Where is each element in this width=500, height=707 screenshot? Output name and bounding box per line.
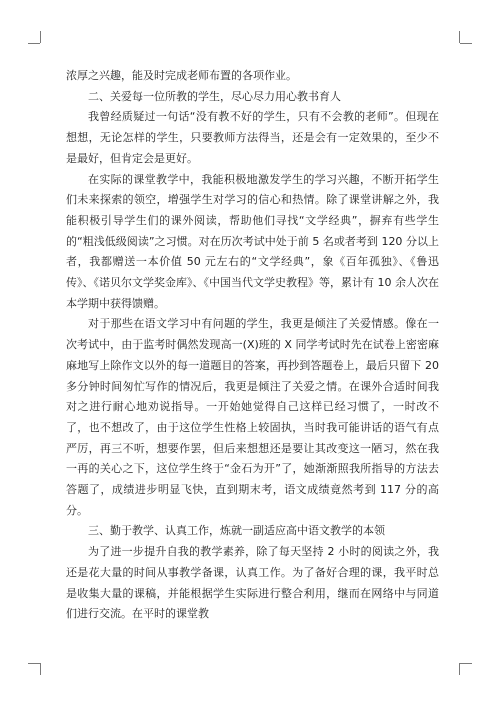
document-body	[66, 66, 439, 625]
crop-mark-top-right-v	[459, 31, 460, 43]
crop-mark-bottom-left-h	[28, 663, 40, 664]
paragraph: 为了进一步提升自我的教学素养，除了每天坚持 2 小时的阅读之外，我还是花大量的时间从事教学备课，认真工作。为了备好合理的课，我平时总是收集大量的课稿，并能根据学生实际进行整合利用，继而在网络中与同道们进行交流。在平时的课堂教	[66, 545, 439, 621]
paragraph: 在实际的课堂教学中，我能积极地激发学生的学习兴趣，不断开拓学生们未来探索的领空，增强学生对学习的信心和热情。除了课堂讲解之外，我能积极引导学生们的课外阅读，帮助他们寻找“文学经典”，摒弃有些学生的“粗浅低级阅读”之习惯。对在历次考试中处于前 5 名或者考到 120 分以上者，我都赠送一本价值 50 元左右的“文学经典”，象《百年孤独》、《鲁迅传》、《诺贝尔文学奖金库》、《中国当代文学史教程》等，累计有 10 余人次在本学期中获得馈赠。	[66, 172, 439, 310]
paragraph-continuation: 浓厚之兴趣，能及时完成老师布置的各项作业。	[66, 69, 297, 82]
crop-mark-bottom-right-v	[459, 663, 460, 675]
crop-mark-top-left-h	[28, 43, 40, 44]
paragraph: 对于那些在语文学习中有问题的学生，我更是倾注了关爱情感。像在一次考试中，由于监考时偶然发现高一(X)班的 X 同学考试时先在试卷上密密麻麻地写上除作文以外的每一道题目的答案，再抄到答题卷上，最后只留下 20 多分钟时间匆忙写作的情况后，我更是倾注了关爱之情。在课外合适时间我对之进行耐心地劝说指导。一开始她觉得自己这样已经习惯了，一时改不了，也不想改了，由于这位学生性格上较固执，当时我可能讲话的语气有点严厉，再三不听，想要作罢，但后来想想还是要让其改变这一陋习，然在我一再的关心之下，这位学生终于“金石为开”了，她渐渐照我所指导的方法去答题了，成绩进步明显飞快，直到期末考，语文成绩竟然考到 117 分的高分。	[66, 317, 439, 517]
section-heading-3: 三、勤于教学、认真工作，炼就一副适应高中语文教学的本领	[88, 524, 385, 538]
crop-mark-bottom-right-h	[460, 663, 472, 664]
paragraph: 我曾经质疑过一句话“没有教不好的学生，只有不会教的老师”。但现在想想，无论怎样的学生，只要教师方法得当，还是会有一定效果的，至少不是最好，但肯定会是更好。	[66, 110, 439, 165]
crop-mark-bottom-left-v	[40, 663, 41, 675]
section-heading-2: 二、关爱每一位所教的学生，尽心尽力用心教书育人	[88, 89, 341, 103]
crop-mark-top-left-v	[40, 31, 41, 43]
crop-mark-top-right-h	[460, 43, 472, 44]
